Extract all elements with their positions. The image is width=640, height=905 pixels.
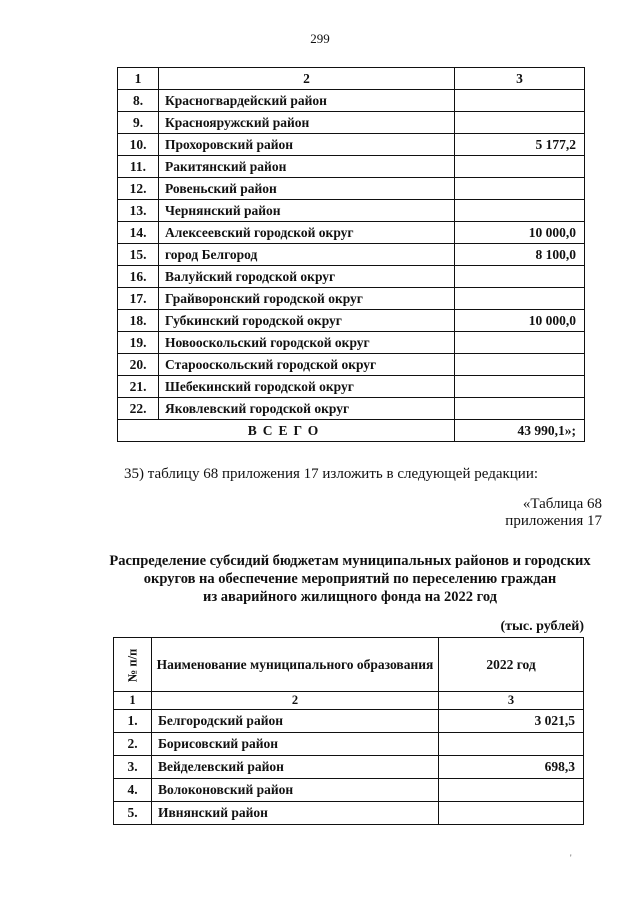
- municipality-name: Волоконовский район: [152, 779, 439, 802]
- row-number: 8.: [118, 90, 159, 112]
- total-label: ВСЕГО: [118, 420, 455, 442]
- appendix-reference: приложения 17: [505, 513, 602, 529]
- subsidy-value: [455, 354, 585, 376]
- municipality-name: Старооскольский городской округ: [159, 354, 455, 376]
- column-index-3: 3: [455, 68, 585, 90]
- scan-mark: ': [570, 853, 572, 863]
- subsidy-value: [439, 802, 584, 825]
- table-title-line-3: из аварийного жилищного фонда на 2022 год: [202, 589, 497, 605]
- amendment-paragraph: 35) таблицу 68 приложения 17 изложить в следующей редакции:: [124, 466, 539, 482]
- municipality-name: Ивнянский район: [152, 802, 439, 825]
- row-number: 3.: [114, 756, 152, 779]
- municipality-name: Яковлевский городской округ: [159, 398, 455, 420]
- row-number: 5.: [114, 802, 152, 825]
- subsidy-value: 10 000,0: [455, 222, 585, 244]
- table-row: [118, 222, 585, 244]
- subsidy-value: [455, 398, 585, 420]
- table-row: [118, 90, 585, 112]
- row-number: 12.: [118, 178, 159, 200]
- table-row: [114, 756, 584, 779]
- column-index-3: 3: [439, 692, 584, 710]
- row-number: 20.: [118, 354, 159, 376]
- name-column-header: Наименование муниципального образования: [152, 638, 439, 692]
- subsidy-value: [455, 332, 585, 354]
- table-row: [118, 332, 585, 354]
- row-number: 9.: [118, 112, 159, 134]
- table-row: [118, 398, 585, 420]
- total-value: 43 990,1»;: [455, 420, 585, 442]
- table-row: [114, 802, 584, 825]
- table-row: [114, 779, 584, 802]
- subsidy-value: [455, 288, 585, 310]
- units-label: (тыс. рублей): [500, 619, 584, 634]
- table-reference: «Таблица 68: [522, 496, 602, 512]
- table-row: [118, 310, 585, 332]
- row-number: 1.: [114, 710, 152, 733]
- row-number: 14.: [118, 222, 159, 244]
- subsidy-table: [113, 637, 584, 825]
- table-row: [118, 156, 585, 178]
- total-row: [118, 420, 585, 442]
- column-index-row: [114, 692, 584, 710]
- column-index-1: 1: [114, 692, 152, 710]
- table-header-row: [118, 68, 585, 90]
- row-number: 17.: [118, 288, 159, 310]
- subsidy-value: [455, 266, 585, 288]
- table-row: [118, 134, 585, 156]
- subsidy-value: [455, 376, 585, 398]
- row-number: 11.: [118, 156, 159, 178]
- table-row: [118, 266, 585, 288]
- row-number: 18.: [118, 310, 159, 332]
- row-number: 22.: [118, 398, 159, 420]
- table-row: [118, 200, 585, 222]
- subsidy-value: [455, 156, 585, 178]
- subsidy-value: [455, 112, 585, 134]
- table-title-line-2: округов на обеспечение мероприятий по переселению граждан: [143, 571, 557, 587]
- table-row: [114, 710, 584, 733]
- municipality-name: Грайворонский городской округ: [159, 288, 455, 310]
- subsidy-value: [455, 178, 585, 200]
- table-title-line-1: Распределение субсидий бюджетам муниципальных районов и городских: [109, 553, 591, 569]
- row-number: 19.: [118, 332, 159, 354]
- table-row: [118, 244, 585, 266]
- table-header-row: [114, 638, 584, 692]
- row-number: 15.: [118, 244, 159, 266]
- row-number: 2.: [114, 733, 152, 756]
- table-row: [118, 112, 585, 134]
- column-index-2: 2: [159, 68, 455, 90]
- municipality-name: Алексеевский городской округ: [159, 222, 455, 244]
- subsidy-value: 5 177,2: [455, 134, 585, 156]
- table-row: [118, 178, 585, 200]
- year-column-header: 2022 год: [439, 638, 584, 692]
- municipality-name: Ровеньский район: [159, 178, 455, 200]
- column-index-2: 2: [152, 692, 439, 710]
- subsidy-value: [455, 90, 585, 112]
- municipality-name: Шебекинский городской округ: [159, 376, 455, 398]
- number-column-header: № п/п: [114, 638, 152, 692]
- allocation-table-continued: [117, 67, 585, 442]
- column-index-1: 1: [118, 68, 159, 90]
- table-row: [118, 288, 585, 310]
- table-row: [114, 733, 584, 756]
- municipality-name: город Белгород: [159, 244, 455, 266]
- row-number: 10.: [118, 134, 159, 156]
- table-row: [118, 376, 585, 398]
- municipality-name: Губкинский городской округ: [159, 310, 455, 332]
- row-number: 4.: [114, 779, 152, 802]
- subsidy-value: 3 021,5: [439, 710, 584, 733]
- table-row: [118, 354, 585, 376]
- municipality-name: Краснояружский район: [159, 112, 455, 134]
- municipality-name: Вейделевский район: [152, 756, 439, 779]
- page-number: 299: [310, 31, 330, 46]
- municipality-name: Валуйский городской округ: [159, 266, 455, 288]
- municipality-name: Белгородский район: [152, 710, 439, 733]
- row-number: 13.: [118, 200, 159, 222]
- subsidy-value: 8 100,0: [455, 244, 585, 266]
- municipality-name: Ракитянский район: [159, 156, 455, 178]
- municipality-name: Чернянский район: [159, 200, 455, 222]
- municipality-name: Красногвардейский район: [159, 90, 455, 112]
- municipality-name: Прохоровский район: [159, 134, 455, 156]
- municipality-name: Новооскольский городской округ: [159, 332, 455, 354]
- subsidy-value: [455, 200, 585, 222]
- subsidy-value: 10 000,0: [455, 310, 585, 332]
- row-number: 16.: [118, 266, 159, 288]
- subsidy-value: [439, 779, 584, 802]
- subsidy-value: [439, 733, 584, 756]
- row-number: 21.: [118, 376, 159, 398]
- subsidy-value: 698,3: [439, 756, 584, 779]
- municipality-name: Борисовский район: [152, 733, 439, 756]
